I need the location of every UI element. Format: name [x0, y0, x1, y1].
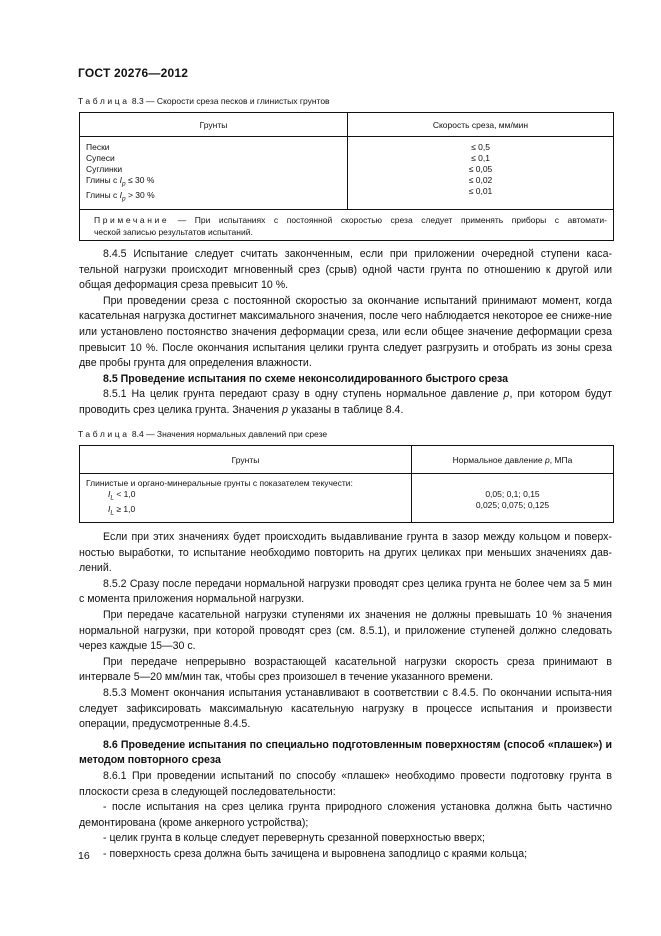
- speed-sands: ≤ 0,5: [471, 142, 490, 152]
- speed-clay-high: ≤ 0,01: [468, 186, 493, 196]
- paragraph-8-5-3: 8.5.3 Момент окончания испытания устанавливают в соответствии с 8.4.5. По окончании испыта-ния следует зафиксировать максимальную касательную нагрузку в процессе испытания и произвести операции, предусмотренные 8.4.5.: [79, 686, 612, 731]
- soils-cell: [80, 474, 412, 523]
- note-label: Примечание: [94, 215, 170, 226]
- soils-cell: [80, 137, 348, 210]
- caption-text: 8.3 — Скорости среза песков и глинистых грунтов: [129, 96, 330, 106]
- paragraph-8-4-5-constant-speed: При проведении среза с постоянной скоростью за окончание испытаний принимают момент, когда касательная нагрузка достигнет максимального значения, после чего наблюдается некоторое ее сниже-ние или установлено постоянство значения деформации среза, или если общее значение деформации среза превысит 10 %. После окончания испытания целики грунта следует разгрузить и отобрать из зоны среза две пробы грунта для определения влажности.: [79, 294, 612, 370]
- section-8-4-5: [79, 247, 612, 419]
- paragraph-8-5-1: 8.5.1 На целик грунта передают сразу в одну ступень нормальное давление р, при котором будут проводить срез целика грунта. Значения р указаны в таблице 8.4.: [79, 388, 612, 416]
- paragraph-8-5-2-continuous: При передаче непрерывно возрастающей касательной нагрузки скорость среза принимают в интервале 5—20 мм/мин так, чтобы срез произошел в течение указанного времени.: [79, 655, 612, 684]
- soil-clay-high: Глины с $I_p > 30$ %: [86, 189, 155, 203]
- speed-loam: ≤ 0,05: [468, 164, 493, 174]
- speed-clay-low: ≤ 0,02: [468, 175, 493, 185]
- speed-sandy-loam: ≤ 0,1: [471, 153, 490, 163]
- section-after-table-8-4: [79, 530, 612, 862]
- paragraph-8-4-5: 8.4.5 Испытание следует считать законченным, если при приложении очередной ступени каса-тельной нагрузки происходит мгновенный срез (срыв) одной части грунта по отношению к другой или общая деформация среза превысит 10 %.: [79, 248, 612, 292]
- heading-8-5: 8.5 Проведение испытания по схеме неконсолидированного быстрого среза: [103, 372, 509, 385]
- soil-il-low: $I_L < 1,0$: [108, 489, 136, 502]
- caption-text: 8.4 — Значения нормальных давлений при срезе: [129, 429, 328, 439]
- table-header-soils: Грунты: [80, 446, 412, 474]
- pressure-low: 0,05; 0,1; 0,15: [485, 489, 540, 499]
- soil-il-high: $I_L \ge 1,0$: [108, 503, 136, 517]
- paragraph-8-6-1: 8.6.1 При проведении испытаний по способу «плашек» необходимо провести подготовку грунта в плоскости среза в следующей последовательности:: [79, 769, 612, 798]
- caption-label: Таблица: [78, 429, 130, 439]
- heading-8-6: 8.6 Проведение испытания по специально подготовленным поверхностям (способ «плашек») и методом повторного среза: [79, 738, 612, 767]
- table-8-4: [79, 445, 614, 523]
- bullet-flip: - целик грунта в кольце следует перевернуть срезанной поверхностью вверх;: [103, 832, 485, 845]
- paragraph-8-5-2-steps: При передаче касательной нагрузки ступенями их значения не должны превышать 10 % значения нормальной нагрузки, при которой проводят срез (см. 8.5.1), и приложение ступеней должно следовать через каждые 15—30 с.: [79, 608, 612, 653]
- soil-clay-low: Глины с $I_p \le 30$ %: [86, 175, 155, 188]
- paragraph-8-5-2: 8.5.2 Сразу после передачи нормальной нагрузки проводят срез целика грунта не более чем за 5 мин с момента приложения нормальной нагрузки.: [79, 577, 612, 606]
- table-8-3-caption: [78, 96, 330, 106]
- speeds-cell: [348, 137, 614, 210]
- soil-sandy-loam: Супеси: [86, 153, 115, 163]
- table-8-3-note: [80, 210, 614, 241]
- note-text-line2: ческой записью результатов испытаний.: [94, 227, 253, 238]
- table-8-3: [79, 112, 614, 241]
- caption-label: Таблица: [78, 96, 130, 106]
- table-header-speed: Скорость среза, мм/мин: [348, 113, 614, 137]
- note-text: — При испытаниях с постоянной скоростью среза следует применять приборы с автомати-: [169, 215, 607, 226]
- table-header-soils: Грунты: [80, 113, 348, 137]
- soil-loam: Суглинки: [86, 164, 123, 174]
- bullet-clean: - поверхность среза должна быть зачищена и выровнена заподлицо с краями кольца;: [103, 847, 528, 860]
- table-header-pressure: Нормальное давление р, МПа: [412, 446, 614, 474]
- soil-row-title: Глинистые и органо-минеральные грунты с показателем текучести:: [86, 478, 353, 488]
- paragraph-extrusion: Если при этих значениях будет происходить выдавливание грунта в зазор между кольцом и поверх-ностью выработки, то испытание необходимо повторить на других целиках при меньших значениях дав-лений.: [79, 531, 612, 575]
- document-header: ГОСТ 20276—2012: [78, 66, 189, 80]
- page-number: 16: [78, 850, 90, 862]
- pressures-cell: [412, 474, 614, 523]
- soil-sands: Пески: [86, 142, 110, 152]
- bullet-dismantle: - после испытания на срез целика грунта природного сложения установка должна быть частично демонтирована (кроме анкерного устройства);: [79, 801, 612, 829]
- table-8-4-caption: [78, 429, 327, 439]
- pressure-high: 0,025; 0,075; 0,125: [475, 500, 550, 510]
